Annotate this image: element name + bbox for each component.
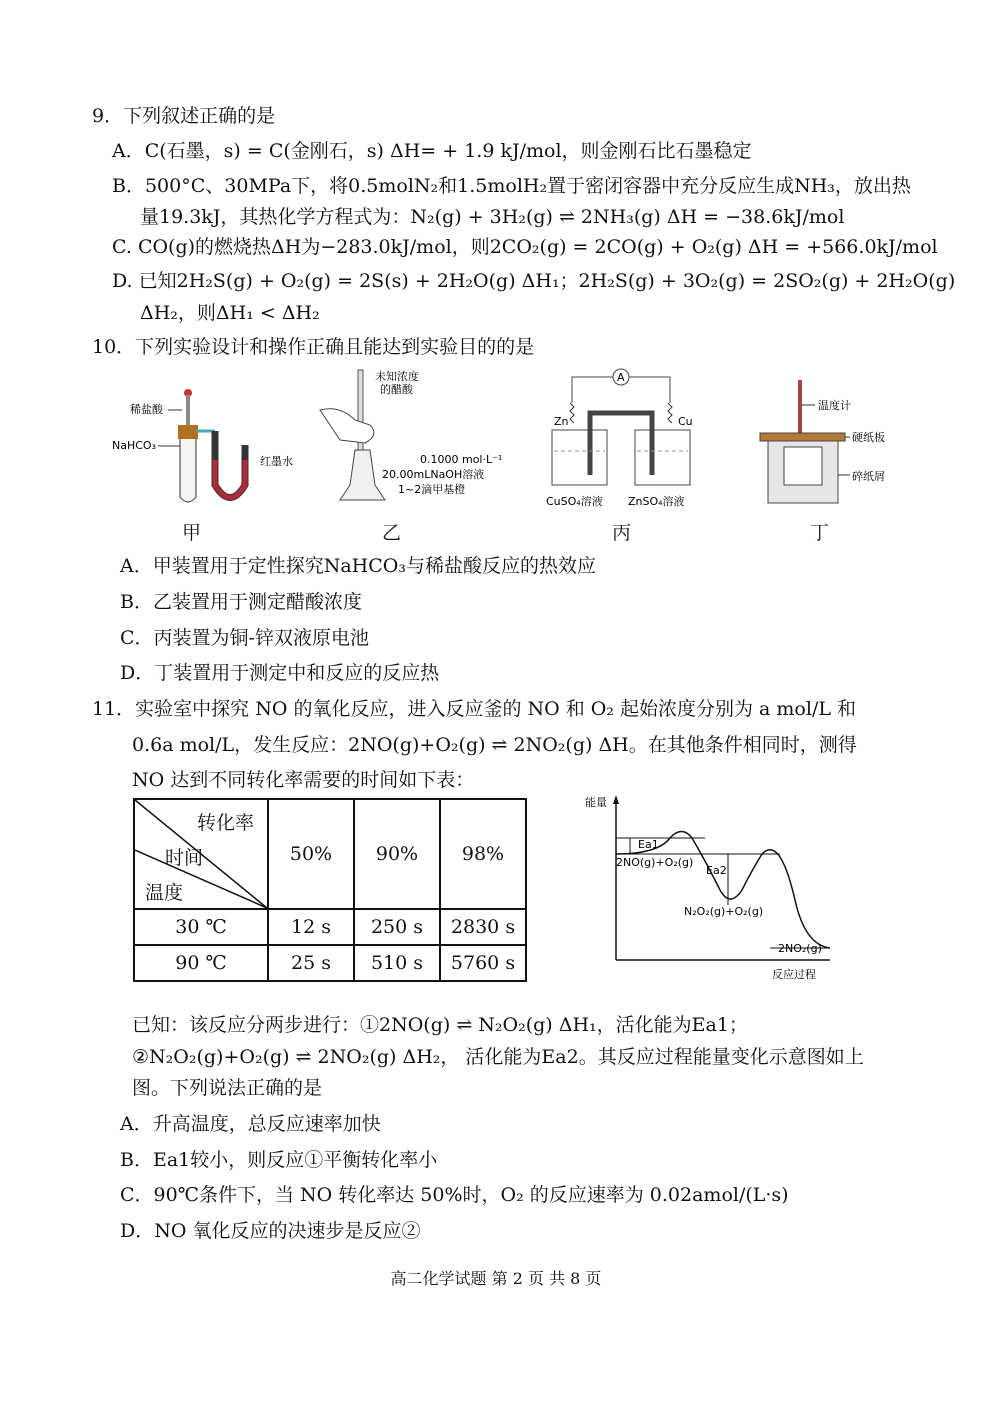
table-cell: 250 s bbox=[354, 909, 440, 945]
apparatus-ding bbox=[750, 365, 910, 515]
thermometer-label: 温度计 bbox=[818, 399, 851, 412]
q11-stem-line2: 0.6a mol/L，发生反应：2NO(g)+O₂(g) ⇌ 2NO₂(g) ΔH。在其他条件相同时，测得 bbox=[132, 734, 857, 756]
q11-option-d: D．NO 氧化反应的决速步是反应② bbox=[120, 1220, 421, 1242]
q9-option-c: C. CO(g)的燃烧热ΔH为−283.0kJ/mol，则2CO₂(g) = 2CO(g) + O₂(g) ΔH = +566.0kJ/mol bbox=[112, 236, 938, 258]
sol1-label: CuSO₄溶液 bbox=[546, 495, 603, 508]
table-cell: 12 s bbox=[268, 909, 354, 945]
beaker-right bbox=[635, 430, 690, 485]
jia-ink-label: 红墨水 bbox=[260, 455, 293, 468]
apparatus-jia bbox=[110, 365, 300, 515]
header-rate: 转化率 bbox=[197, 812, 255, 834]
q10-option-d: D．丁装置用于测定中和反应的反应热 bbox=[120, 662, 440, 684]
col-header: 90% bbox=[354, 799, 440, 909]
yi-indicator: 1~2滴甲基橙 bbox=[398, 483, 466, 496]
q11-option-c: C．90℃条件下，当 NO 转化率达 50%时，O₂ 的反应速率为 0.02amol/(L·s) bbox=[120, 1184, 789, 1206]
table-cell: 5760 s bbox=[440, 945, 526, 981]
q10-option-b: B．乙装置用于测定醋酸浓度 bbox=[120, 591, 362, 613]
yi-top1: 未知浓度 bbox=[375, 370, 419, 383]
q9-stem: 9．下列叙述正确的是 bbox=[92, 105, 276, 127]
yi-top2: 的醋酸 bbox=[380, 383, 413, 396]
q9-option-b-line1: B．500°C、30MPa下，将0.5molN₂和1.5molH₂置于密闭容器中充分反应生成NH₃，放出热 bbox=[112, 175, 911, 197]
table-diagonal-header bbox=[134, 799, 268, 909]
header-temp: 温度 bbox=[145, 882, 184, 904]
state1-label: 2NO(g)+O₂(g) bbox=[616, 856, 694, 869]
energy-diagram bbox=[580, 790, 840, 990]
energy-y-label: 能量 bbox=[585, 796, 607, 809]
cardboard bbox=[760, 433, 845, 441]
jia-salt-label: NaHCO₃ bbox=[112, 439, 156, 452]
zn-label: Zn bbox=[554, 415, 569, 428]
q11-known-line2: ②N₂O₂(g)+O₂(g) ⇌ 2NO₂(g) ΔH₂， 活化能为Ea2。其反应过程能量变化示意图如上 bbox=[132, 1046, 864, 1068]
table-row bbox=[134, 909, 526, 945]
col-header: 50% bbox=[268, 799, 354, 909]
page-footer: 高二化学试题 第 2 页 共 8 页 bbox=[390, 1269, 602, 1288]
state2-label: N₂O₂(g)+O₂(g) bbox=[684, 905, 764, 918]
apparatus-bing bbox=[540, 365, 710, 515]
state3-label: 2NO₂(g) bbox=[778, 942, 822, 955]
q9-option-a: A．C(石墨，s) = C(金刚石，s) ΔH= + 1.9 kJ/mol，则金刚石比石墨稳定 bbox=[112, 140, 752, 162]
table-cell: 2830 s bbox=[440, 909, 526, 945]
label-ding: 丁 bbox=[810, 522, 830, 544]
ea2-label: Ea2 bbox=[706, 864, 727, 877]
ammeter-label: A bbox=[617, 371, 625, 384]
q11-known-line1: 已知：该反应分两步进行：①2NO(g) ⇌ N₂O₂(g) ΔH₁，活化能为Ea1； bbox=[132, 1014, 748, 1036]
q11-option-b: B．Ea1较小，则反应①平衡转化率小 bbox=[120, 1149, 438, 1171]
jia-acid-label: 稀盐酸 bbox=[130, 403, 163, 416]
q11-option-a: A．升高温度，总反应速率加快 bbox=[120, 1113, 381, 1135]
q10-option-c: C．丙装置为铜-锌双液原电池 bbox=[120, 627, 369, 649]
ea1-label: Ea1 bbox=[638, 838, 659, 851]
sol2-label: ZnSO₄溶液 bbox=[628, 495, 685, 508]
q10-option-a: A．甲装置用于定性探究NaHCO₃与稀盐酸反应的热效应 bbox=[120, 555, 596, 577]
q9-option-d-line2: ΔH₂，则ΔH₁ < ΔH₂ bbox=[140, 302, 320, 324]
table-cell: 510 s bbox=[354, 945, 440, 981]
energy-x-label: 反应过程 bbox=[772, 968, 816, 981]
conversion-time-table bbox=[133, 798, 527, 982]
q10-stem: 10．下列实验设计和操作正确且能达到实验目的的是 bbox=[92, 336, 535, 358]
yi-naoh: 20.00mLNaOH溶液 bbox=[382, 468, 485, 481]
paper-label: 碎纸屑 bbox=[852, 470, 885, 483]
q10-apparatus-figures bbox=[110, 365, 910, 545]
inner-beaker bbox=[784, 447, 822, 485]
label-bing: 丙 bbox=[612, 522, 632, 544]
table-header-row bbox=[134, 799, 526, 909]
label-jia: 甲 bbox=[182, 522, 202, 544]
q11-stem-line3: NO 达到不同转化率需要的时间如下表： bbox=[132, 769, 475, 791]
cu-label: Cu bbox=[678, 415, 693, 428]
q9-option-d-line1: D. 已知2H₂S(g) + O₂(g) = 2S(s) + 2H₂O(g) ΔH₁；2H₂S(g) + 3O₂(g) = 2SO₂(g) + 2H₂O(g) bbox=[112, 270, 956, 292]
table-cell: 25 s bbox=[268, 945, 354, 981]
conical-flask bbox=[340, 450, 385, 500]
beaker-left bbox=[552, 430, 607, 485]
label-yi: 乙 bbox=[382, 522, 402, 544]
col-header: 98% bbox=[440, 799, 526, 909]
q9-option-b-line2: 量19.3kJ，其热化学方程式为：N₂(g) + 3H₂(g) ⇌ 2NH₃(g) ΔH = −38.6kJ/mol bbox=[140, 206, 845, 228]
table-row bbox=[134, 945, 526, 981]
q11-known-line3: 图。下列说法正确的是 bbox=[132, 1077, 323, 1099]
row-temp: 30 ℃ bbox=[134, 909, 268, 945]
q11-stem-line1: 11．实验室中探究 NO 的氧化反应，进入反应釜的 NO 和 O₂ 起始浓度分别为 a mol/L 和 bbox=[92, 698, 857, 720]
apparatus-yi bbox=[310, 365, 510, 515]
header-time: 时间 bbox=[165, 847, 204, 869]
yi-conc: 0.1000 mol·L⁻¹ bbox=[420, 453, 503, 466]
salt-bridge bbox=[590, 413, 652, 475]
cardboard-label: 硬纸板 bbox=[852, 431, 885, 444]
row-temp: 90 ℃ bbox=[134, 945, 268, 981]
